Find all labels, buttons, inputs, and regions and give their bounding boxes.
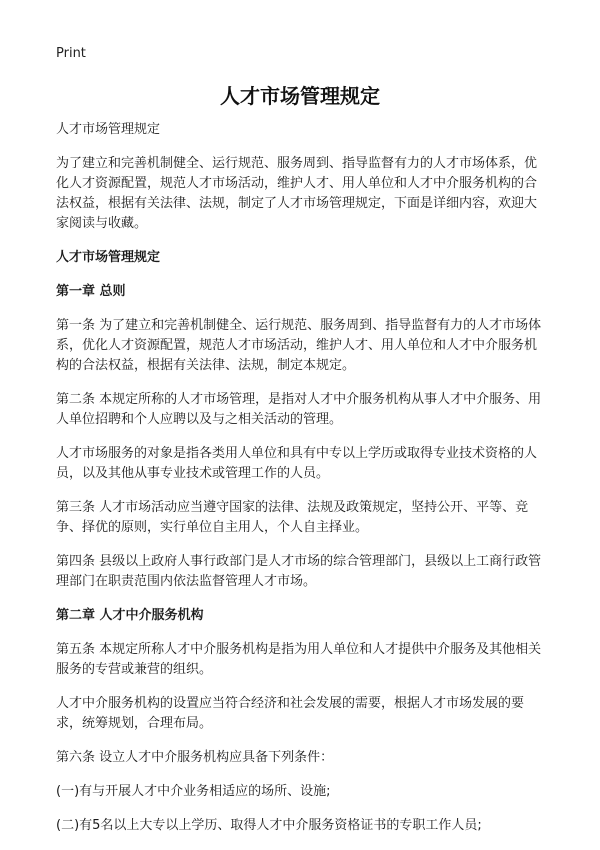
intro-paragraph: 为了建立和完善机制健全、运行规范、服务周到、指导监督有力的人才市场体系，优化人才资源配置，规范人才市场活动，维护人才、用人单位和人才中介服务机构的合法权益，根据有关法律、法规，制定了人才市场管理规定，下面是详细内容，欢迎大家阅读与收藏。 bbox=[56, 156, 538, 231]
article-3: 第三条 人才市场活动应当遵守国家的法律、法规及政策规定，坚持公开、平等、竞争、择优的原则，实行单位自主用人，个人自主择业。 bbox=[56, 500, 529, 535]
main-heading: 人才市场管理规定 bbox=[56, 250, 161, 265]
article-2-continued: 人才市场服务的对象是指各类用人单位和具有中专以上学历或取得专业技术资格的人员，以及其他从事专业技术或管理工作的人员。 bbox=[56, 446, 538, 481]
document-subtitle: 人才市场管理规定 bbox=[56, 122, 161, 137]
chapter-1-heading: 第一章 总则 bbox=[56, 284, 126, 299]
article-5-continued: 人才中介服务机构的设置应当符合经济和社会发展的需要，根据人才市场发展的要求，统筹规划，合理布局。 bbox=[56, 696, 525, 731]
chapter-2-heading: 第二章 人才中介服务机构 bbox=[56, 608, 204, 623]
article-1: 第一条 为了建立和完善机制健全、运行规范、服务周到、指导监督有力的人才市场体系，优化人才资源配置，规范人才市场活动，维护人才、用人单位和人才中介服务机构的合法权益，根据有关法律、法规，制定本规定。 bbox=[56, 318, 542, 373]
article-2: 第二条 本规定所称的人才市场管理，是指对人才中介服务机构从事人才中介服务、用人单位招聘和个人应聘以及与之相关活动的管理。 bbox=[56, 392, 542, 427]
list-item-1: (一)有与开展人才中介业务相适应的场所、设施; bbox=[56, 784, 331, 799]
article-6: 第六条 设立人才中介服务机构应具备下列条件： bbox=[56, 750, 334, 765]
list-item-2: (二)有5名以上大专以上学历、取得人才中介服务资格证书的专职工作人员; bbox=[56, 818, 482, 833]
article-5: 第五条 本规定所称人才中介服务机构是指为用人单位和人才提供中介服务及其他相关服务的专营或兼营的组织。 bbox=[56, 642, 542, 677]
page-title: 人才市场管理规定 bbox=[220, 84, 380, 108]
article-4: 第四条 县级以上政府人事行政部门是人才市场的综合管理部门，县级以上工商行政管理部门在职责范围内依法监督管理人才市场。 bbox=[56, 554, 542, 589]
document-body bbox=[56, 120, 548, 850]
print-link[interactable]: Print bbox=[56, 46, 86, 61]
